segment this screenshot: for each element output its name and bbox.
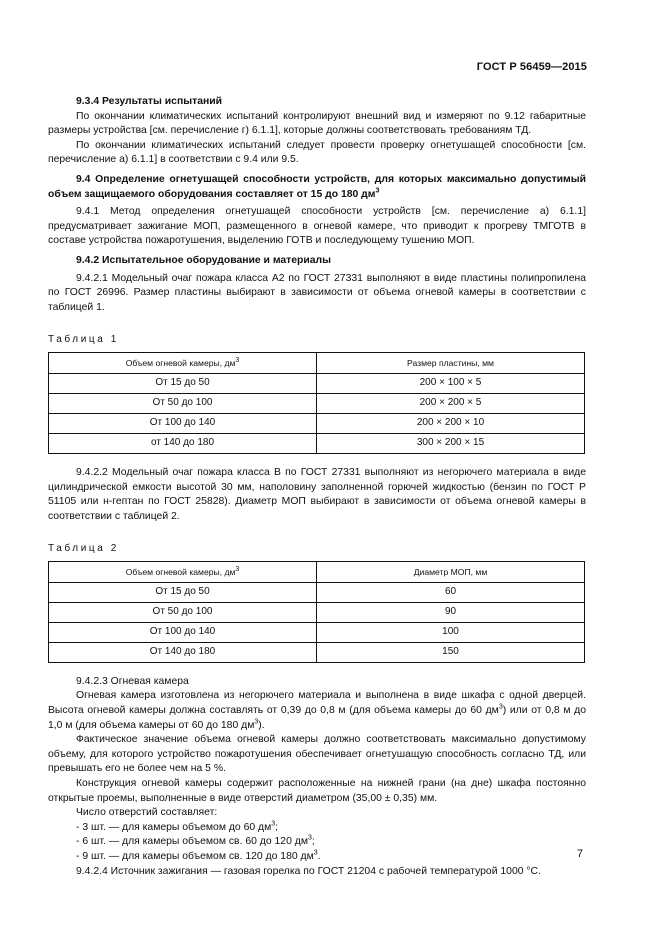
paragraph: По окончании климатических испытаний контролируют внешний вид и измеряют по 9.12 габаритные размеры устройства [см. перечисление г) 6.1.1], которые должны соответствовать требованиям ТД. — [48, 110, 586, 137]
table-header-cell: Диаметр МОП, мм — [317, 561, 585, 582]
table-1 — [48, 352, 585, 454]
table-row — [49, 622, 585, 642]
table-cell: от 140 до 180 — [49, 433, 317, 453]
table-cell: 60 — [317, 582, 585, 602]
document-body — [48, 95, 586, 879]
table-cell: 90 — [317, 602, 585, 622]
table-cell: От 50 до 100 — [49, 393, 317, 413]
paragraph: По окончании климатических испытаний следует провести проверку огнетушащей способности [см. перечисление а) 6.1.1] в соответствии с 9.4 или 9.5. — [48, 139, 586, 166]
table-cell: От 15 до 50 — [49, 582, 317, 602]
table-row — [49, 393, 585, 413]
table-row — [49, 602, 585, 622]
table-row — [49, 433, 585, 453]
paragraph: Фактическое значение объема огневой камеры должно соответствовать максимально допустимому объему, для которого устройство пожаротушения обеспечивает огнетушащую способность согласно ТД, или превышать его не более чем на 5 %. — [48, 734, 586, 775]
table-header-cell: Размер пластины, мм — [317, 352, 585, 373]
table-caption: Таблица 2 — [48, 543, 119, 555]
table-cell: От 100 до 140 — [49, 622, 317, 642]
table-header-cell: Объем огневой камеры, $дм^3$ — [49, 561, 317, 582]
list-item: - 6 шт. — для камеры объемом св. 60 до 120 $дм^3$; — [76, 834, 315, 848]
section-title-94: 9.4 Определение огнетушащей способности устройств, для которых максимально допустимый объем защищаемого оборудования составляет от 15 до 180 $дм^3$ — [48, 173, 586, 200]
holes-list — [48, 821, 586, 865]
paragraph: 9.4.2.4 Источник зажигания — газовая горелка по ГОСТ 21204 с рабочей температурой 1000 °С. — [76, 865, 541, 877]
document-header: ГОСТ Р 56459—2015 — [476, 61, 587, 73]
table-cell: 200 × 100 × 5 — [317, 373, 585, 393]
table-cell: 200 × 200 × 5 — [317, 393, 585, 413]
table-cell: 300 × 200 × 15 — [317, 433, 585, 453]
paragraph: Конструкция огневой камеры содержит расположенные на нижней грани (на дне) шкафа постоянно открытые проемы, выполненные в виде отверстий диаметром (35,00 ± 0,35) мм. — [48, 778, 586, 804]
table-row — [49, 642, 585, 662]
table-cell: 100 — [317, 622, 585, 642]
section-title-942: 9.4.2 Испытательное оборудование и материалы — [76, 254, 332, 266]
table-2 — [48, 561, 585, 663]
table-cell: От 140 до 180 — [49, 642, 317, 662]
table-header-row — [49, 561, 585, 582]
page-number: 7 — [576, 848, 583, 860]
table-header-row — [49, 352, 585, 373]
table-cell: 150 — [317, 642, 585, 662]
paragraph: 9.4.2.1 Модельный очаг пожара класса А2 по ГОСТ 27331 выполняют в виде пластины полипропилена по ГОСТ 26996. Размер пластины выбирают в зависимости от объема огневой камеры в соответствии с таблицей 1. — [48, 272, 586, 313]
subsection-title-9423: 9.4.2.3 Огневая камера — [76, 675, 189, 687]
table-cell: 200 × 200 × 10 — [317, 413, 585, 433]
table-caption: Таблица 1 — [48, 334, 119, 346]
table-row — [49, 582, 585, 602]
list-item: - 9 шт. — для камеры объемом св. 120 до 180 $дм^3$. — [76, 849, 321, 862]
paragraph: Число отверстий составляет: — [76, 807, 218, 819]
paragraph: Огневая камера изготовлена из негорючего материала и выполнена в виде шкафа с одной дверцей. Высота огневой камеры должна составлять от 0,39 до 0,8 м (для объема камеры до 60 $дм^3$) или от 0,8 м до 1,0 м (для объема камеры от 60 до 180 $дм^3$). — [48, 690, 587, 731]
table-row — [49, 413, 585, 433]
table-header-cell: Объем огневой камеры, $дм^3$ — [49, 352, 317, 373]
table-cell: От 50 до 100 — [49, 602, 317, 622]
table-row — [49, 373, 585, 393]
paragraph: 9.4.1 Метод определения огнетушащей способности устройств [см. перечисление а) 6.1.1] предусматривает зажигание МОП, размещенного в огневой камере, что приводит к прогреву ТМГОТВ в составе устройства пожаротушения, выделению ГОТВ и последующему тушению МОП. — [48, 206, 586, 247]
table-cell: От 15 до 50 — [49, 373, 317, 393]
paragraph: 9.4.2.2 Модельный очаг пожара класса В по ГОСТ 27331 выполняют из негорючего материала в виде цилиндрической емкости высотой 30 мм, наполовину заполненной горючей жидкостью (бензин по ГОСТ Р 51105 или н-гептан по ГОСТ 25828). Диаметр МОП выбирают в зависимости от объема огневой камеры в соответствии с таблицей 2. — [48, 466, 586, 522]
list-item: - 3 шт. — для камеры объемом до 60 $дм^3$; — [76, 820, 279, 833]
section-title-934: 9.3.4 Результаты испытаний — [76, 96, 223, 107]
table-cell: От 100 до 140 — [49, 413, 317, 433]
